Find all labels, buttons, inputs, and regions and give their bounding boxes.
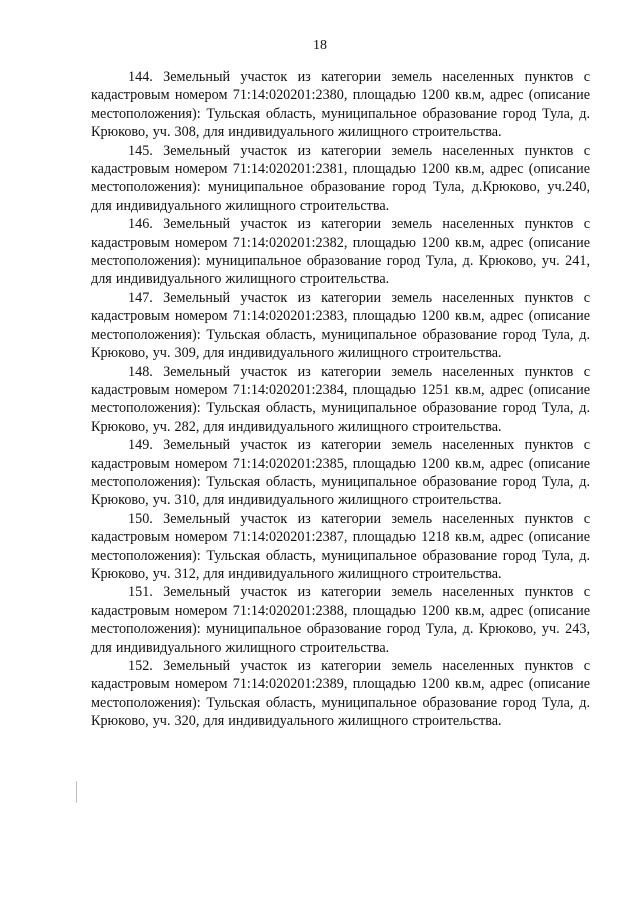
paragraph-146: 146. Земельный участок из категории земель населенных пунктов с кадастровым номером 71:14:020201:2382, площадью 1200 кв.м, адрес (описание местоположения): муниципальное образование город Тула, д. Крюково, уч. 241, для индивидуального жилищного строительства. (91, 216, 590, 288)
paragraph-144: 144. Земельный участок из категории земель населенных пунктов с кадастровым номером 71:14:020201:2380, площадью 1200 кв.м, адрес (описание местоположения): Тульская область, муниципальное образование город Тула, д. Крюково, уч. 308, для индивидуального жилищного строительства. (91, 69, 590, 141)
paragraph-149: 149. Земельный участок из категории земель населенных пунктов с кадастровым номером 71:14:020201:2385, площадью 1200 кв.м, адрес (описание местоположения): Тульская область, муниципальное образование город Тула, д. Крюково, уч. 310, для индивидуального жилищного строительства. (91, 437, 590, 509)
paragraph-151: 151. Земельный участок из категории земель населенных пунктов с кадастровым номером 71:14:020201:2388, площадью 1200 кв.м, адрес (описание местоположения): муниципальное образование город Тула, д. Крюково, уч. 243, для индивидуального жилищного строительства. (91, 584, 590, 656)
paragraph-150: 150. Земельный участок из категории земель населенных пунктов с кадастровым номером 71:14:020201:2387, площадью 1218 кв.м, адрес (описание местоположения): Тульская область, муниципальное образование город Тула, д. Крюково, уч. 312, для индивидуального жилищного строительства. (91, 510, 590, 582)
paragraph-152: 152. Земельный участок из категории земель населенных пунктов с кадастровым номером 71:14:020201:2389, площадью 1200 кв.м, адрес (описание местоположения): Тульская область, муниципальное образование город Тула, д. Крюково, уч. 320, для индивидуального жилищного строительства. (91, 658, 590, 730)
page-number: 18 (313, 38, 327, 53)
document-body (91, 68, 590, 731)
margin-scan-mark (76, 781, 77, 803)
paragraph-145: 145. Земельный участок из категории земель населенных пунктов с кадастровым номером 71:14:020201:2381, площадью 1200 кв.м, адрес (описание местоположения): муниципальное образование город Тула, д.Крюково, уч.240, для индивидуального жилищного строительства. (91, 142, 590, 214)
paragraph-147: 147. Земельный участок из категории земель населенных пунктов с кадастровым номером 71:14:020201:2383, площадью 1200 кв.м, адрес (описание местоположения): Тульская область, муниципальное образование город Тула, д. Крюково, уч. 309, для индивидуального жилищного строительства. (91, 289, 590, 362)
paragraph-148: 148. Земельный участок из категории земель населенных пунктов с кадастровым номером 71:14:020201:2384, площадью 1251 кв.м, адрес (описание местоположения): Тульская область, муниципальное образование город Тула, д. Крюково, уч. 282, для индивидуального жилищного строительства. (91, 363, 590, 435)
